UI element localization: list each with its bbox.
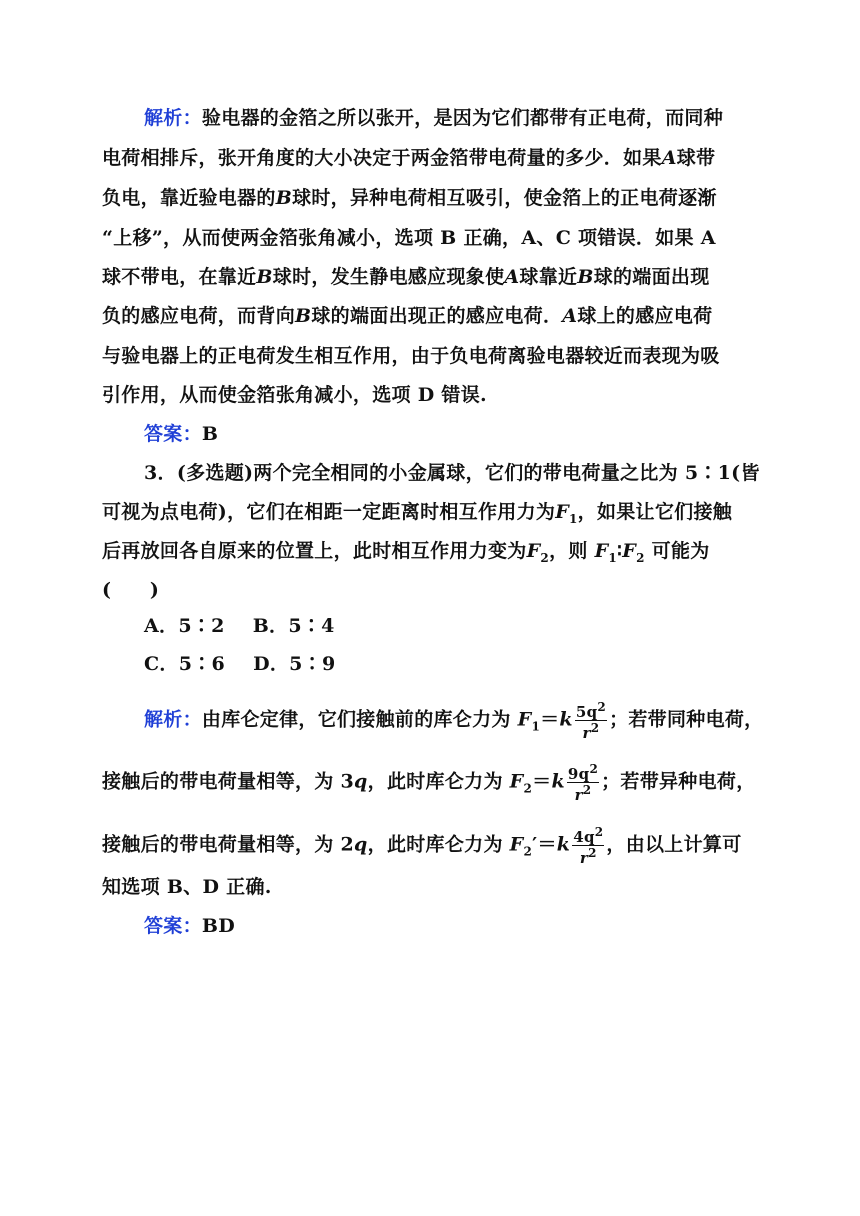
answer-label: 答案： bbox=[144, 423, 202, 445]
answer-line-2: 答案：BD bbox=[144, 915, 236, 937]
analysis-line-8: 引作用，从而使金箔张角减小，选项 D 错误. bbox=[102, 384, 487, 406]
analysis-line-1: 解析：验电器的金箔之所以张开，是因为它们都带有正电荷，而同种 bbox=[144, 107, 724, 129]
answer-value: B bbox=[201, 423, 219, 445]
solution-line-1: 解析：由库仑定律，它们接触前的库仑力为 $F_1=k$ $\frac{5q^2}{r^2}$ ；若带同种电荷， bbox=[144, 700, 764, 742]
analysis-line-5: 球不带电，在靠近B球时，发生静电感应现象使A球靠近B球的端面出现 bbox=[102, 266, 710, 288]
question-line-1: 3．(多选题)两个完全相同的小金属球，它们的带电荷量之比为 5∶1(皆 bbox=[144, 462, 760, 484]
solution-line-4: 知选项 B、D 正确. bbox=[102, 876, 272, 898]
formula-fraction: $\frac{5q^2}{r^2}$ bbox=[575, 700, 607, 742]
option-d: D．5∶9 bbox=[253, 653, 336, 675]
analysis-line-3: 负电，靠近验电器的B球时，异种电荷相互吸引，使金箔上的正电荷逐渐 bbox=[102, 187, 717, 209]
option-c: C．5∶6 bbox=[144, 653, 226, 675]
option-b: B．5∶4 bbox=[252, 615, 335, 637]
analysis-line-2: 电荷相排斥，张开角度的大小决定于两金箔带电荷量的多少．如果A球带 bbox=[102, 147, 716, 169]
question-line-2: 可视为点电荷)，它们在相距一定距离时相互作用力为$F_1$，如果让它们接触 bbox=[102, 501, 733, 526]
options-row-1 bbox=[144, 612, 804, 640]
analysis-label: 解析： bbox=[144, 107, 202, 129]
formula-fraction: $\frac{9q^2}{r^2}$ bbox=[567, 762, 599, 804]
analysis-line-6: 负的感应电荷，而背向B球的端面出现正的感应电荷．A球上的感应电荷 bbox=[102, 305, 713, 327]
options-row-2 bbox=[144, 650, 804, 678]
question-line-3: 后再放回各自原来的位置上，此时相互作用力变为$F_2$，则 $F_1∶F_2$ 可能为 bbox=[102, 540, 710, 565]
formula-fraction: $\frac{4q^2}{r^2}$ bbox=[573, 825, 604, 867]
solution-line-2: 接触后的带电荷量相等，为 3q，此时库仑力为 $F_2=k$ $\frac{9q^2}{r^2}$ ；若带异种电荷， bbox=[102, 762, 756, 804]
analysis-line-4: “上移”，从而使两金箔张角减小，选项 B 正确，A、C 项错误．如果 A bbox=[102, 227, 716, 249]
answer-line-1 bbox=[144, 420, 804, 448]
option-a: A．5∶2 bbox=[144, 615, 225, 637]
solution-line-3: 接触后的带电荷量相等，为 2q，此时库仑力为 $F_2'=k$ $\frac{4q^2}{r^2}$ ，由以上计算可 bbox=[102, 825, 742, 867]
question-line-4: ( ) bbox=[102, 579, 160, 601]
answer-value: BD bbox=[201, 915, 236, 937]
analysis-line-7: 与验电器上的正电荷发生相互作用，由于负电荷离验电器较近而表现为吸 bbox=[102, 345, 720, 367]
